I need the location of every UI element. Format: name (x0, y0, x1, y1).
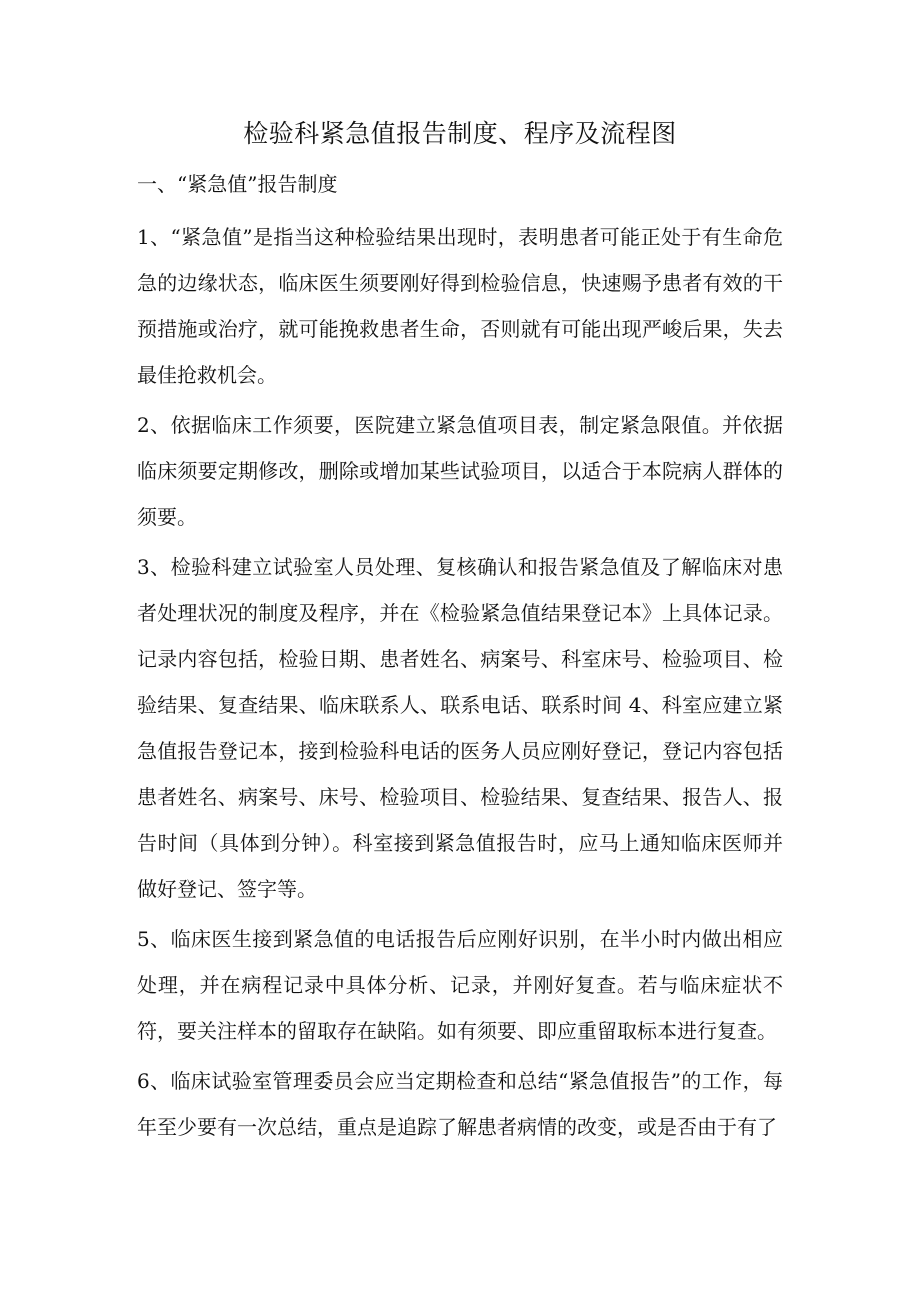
paragraph-1: 1、“紧急值”是指当这种检验结果出现时，表明患者可能正处于有生命危急的边缘状态，临床医生须要刚好得到检验信息，快速赐予患者有效的干预措施或治疗，就可能挽救患者生命，否则就有可能出现严峻后果，失去最佳抢救机会。 (137, 225, 783, 387)
document-title: 检验科紧急值报告制度、程序及流程图 (243, 119, 677, 148)
paragraph-2: 2、依据临床工作须要，医院建立紧急值项目表，制定紧急限值。并依据临床须要定期修改，删除或增加某些试验项目，以适合于本院病人群体的须要。 (137, 413, 783, 529)
paragraph-3: 3、检验科建立试验室人员处理、复核确认和报告紧急值及了解临床对患者处理状况的制度及程序，并在《检验紧急值结果登记本》上具体记录。记录内容包括，检验日期、患者姓名、病案号、科室床号、检验项目、检验结果、复查结果、临床联系人、联系电话、联系时间 4、科室应建立紧急值报告登记本，接到检验科电话的医务人员应刚好登记，登记内容包括患者姓名、病案号、床号、检验项目、检验结果、复查结果、报告人、报告时间（具体到分钟）。科室接到紧急值报告时，应马上通知临床医师并做好登记、签字等。 (137, 555, 783, 901)
section-heading: 一、“紧急值”报告制度 (137, 172, 338, 196)
document-body (137, 214, 783, 1150)
paragraph-5: 5、临床医生接到紧急值的电话报告后应刚好识别，在半小时内做出相应处理，并在病程记录中具体分析、记录，并刚好复查。若与临床症状不符，要关注样本的留取存在缺陷。如有须要、即应重留取标本进行复查。 (137, 927, 783, 1043)
paragraph-6: 6、临床试验室管理委员会应当定期检查和总结“紧急值报告”的工作，每年至少要有一次总结，重点是追踪了解患者病情的改变，或是否由于有了 (137, 1069, 783, 1139)
